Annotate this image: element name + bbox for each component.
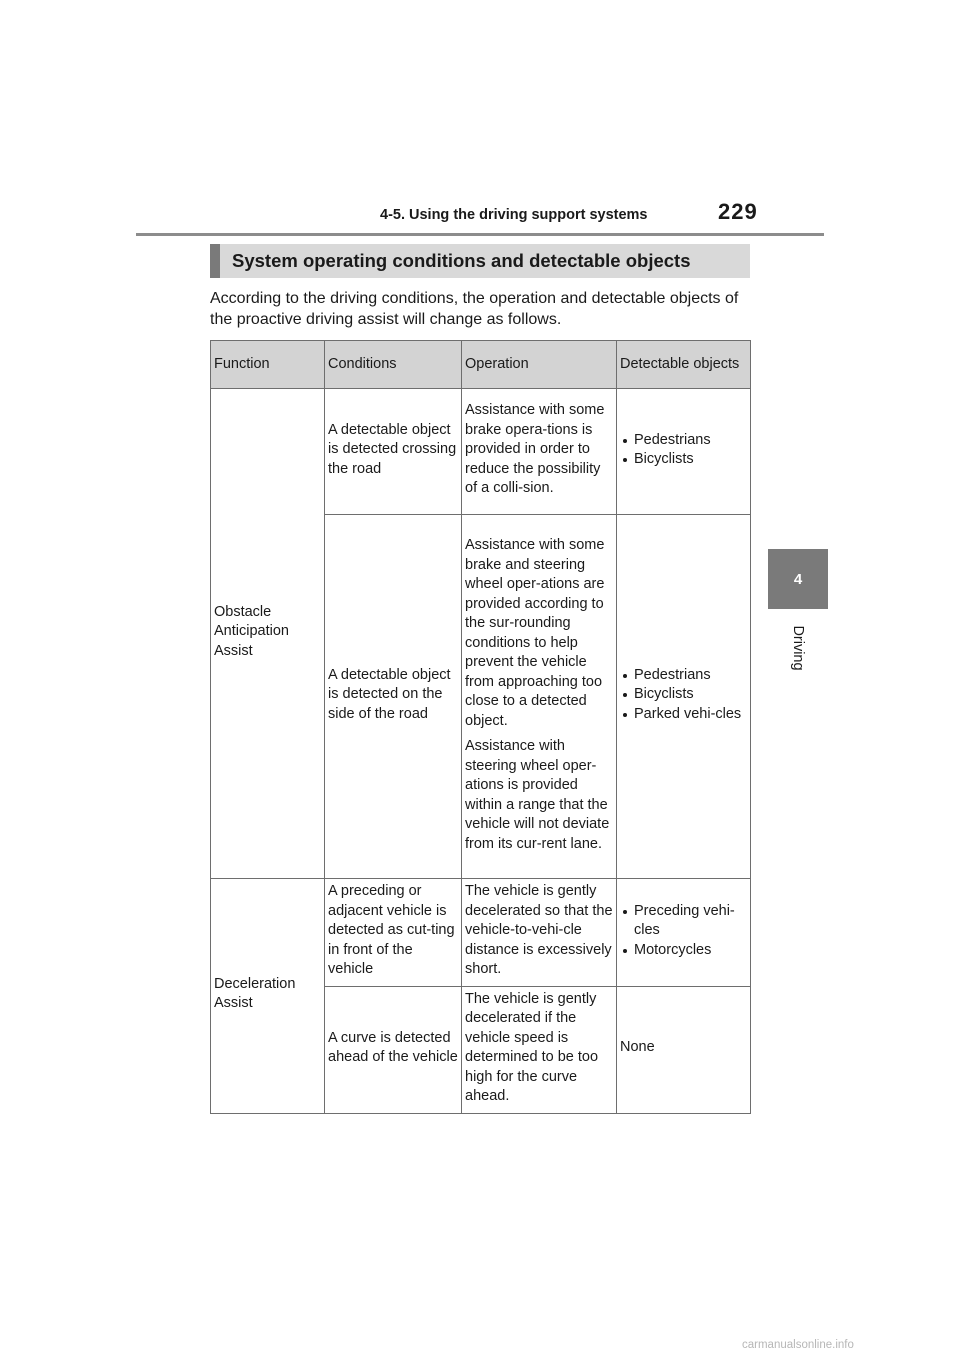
watermark-text[interactable]: carmanualsonline.info <box>742 1339 854 1351</box>
function-cell: Obstacle Anticipation Assist <box>211 389 325 879</box>
header-section-title: 4-5. Using the driving support systems <box>380 207 648 223</box>
section-title <box>210 244 750 278</box>
objects-cell <box>617 515 751 879</box>
operation-cell <box>462 515 617 879</box>
column-header-operation: Operation <box>462 341 617 389</box>
objects-list <box>620 431 748 470</box>
section-title-text: System operating conditions and detectable objects <box>232 250 691 271</box>
operation-cell: The vehicle is gently decelerated if the vehicle speed is determined to be too high for the curve ahead. <box>462 986 617 1113</box>
objects-cell: None <box>617 986 751 1113</box>
operation-cell: The vehicle is gently decelerated so that the vehicle-to-vehi-cle distance is excessively short. <box>462 879 617 987</box>
table-header-row <box>211 341 751 389</box>
objects-list <box>620 666 748 725</box>
list-item: Pedestrians <box>620 431 748 451</box>
operation-paragraph: Assistance with steering wheel oper-ations is provided within a range that the vehicle will not deviate from its cur-rent lane. <box>465 738 610 852</box>
condition-cell: A preceding or adjacent vehicle is detected as cut-ting in front of the vehicle <box>325 879 462 987</box>
column-header-function: Function <box>211 341 325 389</box>
page-number: 229 <box>718 199 758 224</box>
objects-cell <box>617 389 751 515</box>
operation-cell: Assistance with some brake opera-tions is provided in order to reduce the possibility of a colli-sion. <box>462 389 617 515</box>
header-divider <box>136 233 824 236</box>
conditions-table <box>210 340 751 1114</box>
chapter-label: Driving <box>790 625 806 671</box>
column-header-conditions: Conditions <box>325 341 462 389</box>
intro-paragraph: According to the driving conditions, the operation and detectable objects of the proactive driving assist will change as follows. <box>210 290 739 328</box>
list-item: Pedestrians <box>620 666 748 686</box>
chapter-tab[interactable]: 4 <box>768 549 828 609</box>
list-item: Preceding vehi-cles <box>620 902 748 941</box>
function-cell: Deceleration Assist <box>211 879 325 1114</box>
condition-cell: A detectable object is detected on the side of the road <box>325 515 462 879</box>
list-item: Bicyclists <box>620 685 748 705</box>
condition-cell: A curve is detected ahead of the vehicle <box>325 986 462 1113</box>
condition-cell: A detectable object is detected crossing the road <box>325 389 462 515</box>
list-item: Motorcycles <box>620 941 748 961</box>
operation-paragraph: Assistance with some brake and steering wheel oper-ations are provided according to the sur-rounding conditions to help prevent the vehicle from approaching too close to a detected object. <box>465 537 605 729</box>
table-row <box>211 879 751 987</box>
list-item: Parked vehi-cles <box>620 705 748 725</box>
objects-list <box>620 902 748 961</box>
objects-cell <box>617 879 751 987</box>
list-item: Bicyclists <box>620 450 748 470</box>
column-header-detectable-objects: Detectable objects <box>617 341 751 389</box>
table-row <box>211 389 751 515</box>
